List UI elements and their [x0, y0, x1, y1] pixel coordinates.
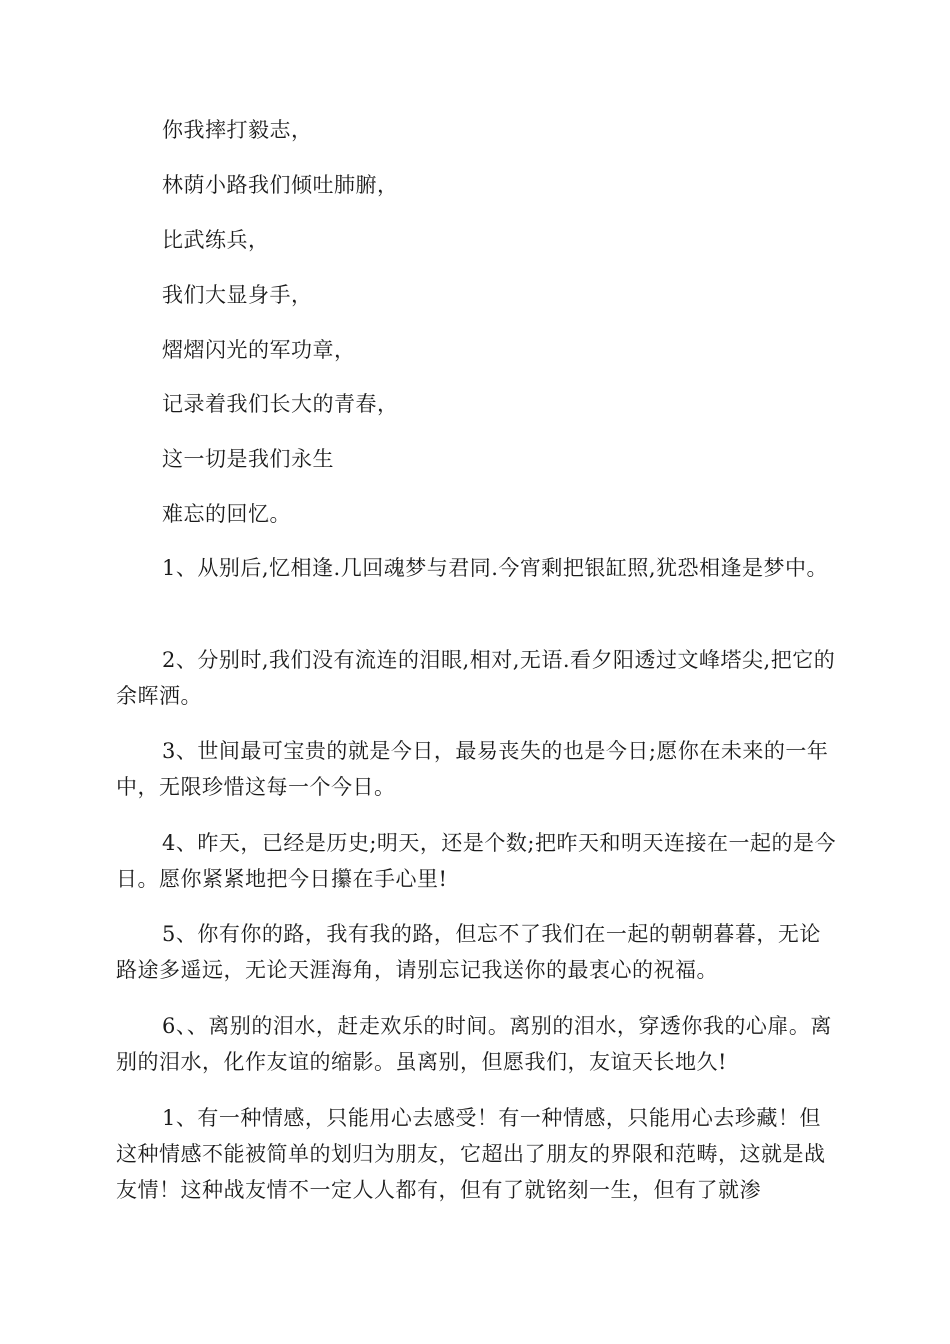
paragraph: 2、分别时,我们没有流连的泪眼,相对,无语.看夕阳透过文峰塔尖,把它的余晖洒。	[116, 648, 836, 708]
verse-line: 难忘的回忆。	[162, 502, 291, 526]
verse-line: 你我摔打毅志，	[162, 118, 313, 142]
verse-line: 这一切是我们永生	[162, 447, 334, 471]
verse-line: 记录着我们长大的青春，	[162, 392, 399, 416]
paragraph: 5、你有你的路，我有我的路，但忘不了我们在一起的朝朝暮暮，无论路途多遥远，无论天涯海角，请别忘记我送你的最衷心的祝福。	[116, 922, 821, 982]
paragraph: 4、昨天，已经是历史;明天，还是个数;把昨天和明天连接在一起的是今日。愿你紧紧地把今日攥在手心里!	[116, 831, 837, 891]
verse-line: 熠熠闪光的军功章，	[162, 338, 356, 362]
verse-line: 我们大显身手，	[162, 283, 313, 307]
verse-line: 林荫小路我们倾吐肺腑，	[162, 173, 399, 197]
paragraph: 1、有一种情感，只能用心去感受！有一种情感，只能用心去珍藏！但这种情感不能被简单的划归为朋友，它超出了朋友的界限和范畴，这就是战友情！这种战友情不一定人人都有，但有了就铭刻一生，但有了就渗	[116, 1106, 826, 1202]
paragraph: 3、世间最可宝贵的就是今日，最易丧失的也是今日;愿你在未来的一年中，无限珍惜这每一个今日。	[116, 739, 829, 799]
paragraph: 1、从别后,忆相逢.几回魂梦与君同.今宵剩把银缸照,犹恐相逢是梦中。	[162, 556, 829, 580]
verse-line: 比武练兵，	[162, 228, 270, 252]
paragraph: 6、、离别的泪水，赶走欢乐的时间。离别的泪水，穿透你我的心扉。离别的泪水，化作友谊的缩影。虽离别，但愿我们，友谊天长地久!	[116, 1014, 832, 1074]
